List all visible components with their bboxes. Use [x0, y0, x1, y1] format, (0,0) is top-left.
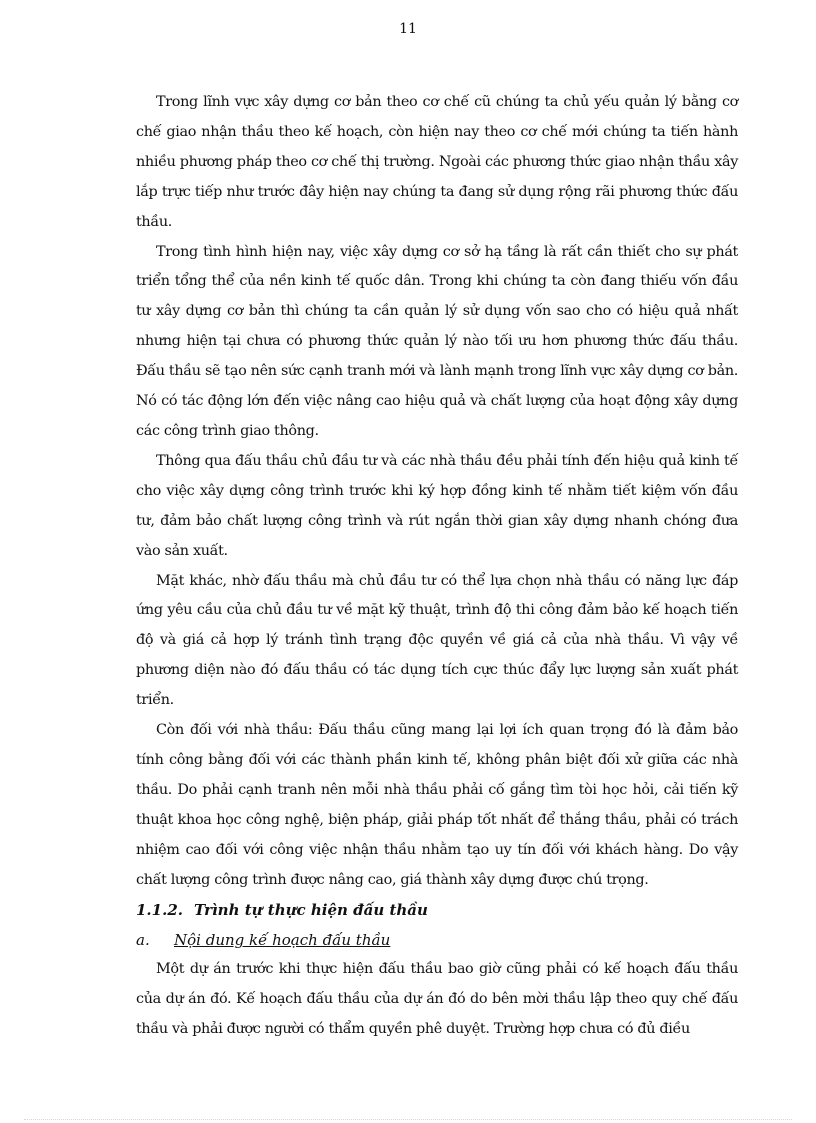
- subsection-letter: a.: [136, 931, 150, 950]
- paragraph-5: Còn đối với nhà thầu: Đấu thầu cũng mang lại lợi ích quan trọng đó là đảm bảo tính công bằng đối với các thành phần kinh tế, không phân biệt đối xử giữa các nhà thầu. Do phải cạnh tranh nên mỗi nhà thầu phải cố gắng tìm tòi học hỏi, cải tiến kỹ thuật khoa học công nghệ, biện pháp, giải pháp tốt nhất để thắng thầu, phải có trách nhiệm cao đối với công việc nhận thầu nhằm tạo uy tín đối với khách hàng. Do vậy chất lượng công trình được nâng cao, giá thành xây dựng được chú trọng.: [136, 722, 738, 888]
- subsection-title: Nội dung kế hoạch đấu thầu: [174, 931, 391, 950]
- section-title: Trình tự thực hiện đấu thầu: [194, 901, 428, 920]
- section-number: 1.1.2.: [136, 901, 183, 920]
- paragraph-1: Trong lĩnh vực xây dựng cơ bản theo cơ chế cũ chúng ta chủ yếu quản lý bằng cơ chế giao nhận thầu theo kế hoạch, còn hiện nay theo cơ chế mới chúng ta tiến hành nhiều phương pháp theo cơ chế thị trường. Ngoài các phương thức giao nhận thầu xây lắp trực tiếp như trước đây hiện nay chúng ta đang sử dụng rộng rãi phương thức đấu thầu.: [136, 94, 738, 230]
- paragraph-3: Thông qua đấu thầu chủ đầu tư và các nhà thầu đều phải tính đến hiệu quả kinh tế cho việc xây dựng công trình trước khi ký hợp đồng kinh tế nhằm tiết kiệm vốn đầu tư, đảm bảo chất lượng công trình và rút ngắn thời gian xây dựng nhanh chóng đưa vào sản xuất.: [136, 452, 738, 559]
- subsection-heading: [136, 925, 738, 955]
- page-number: 11: [399, 21, 417, 37]
- document-body: [136, 88, 738, 1045]
- paragraph-4: Mặt khác, nhờ đấu thầu mà chủ đầu tư có thể lựa chọn nhà thầu có năng lực đáp ứng yêu cầu của chủ đầu tư về mặt kỹ thuật, trình độ thi công đảm bảo kế hoạch tiến độ và giá cả hợp lý tránh tình trạng độc quyền về giá cả của nhà thầu. Vì vậy về phương diện nào đó đấu thầu có tác dụng tích cực thúc đẩy lực lượng sản xuất phát triển.: [136, 572, 738, 709]
- footer-divider: [24, 1119, 792, 1120]
- paragraph-2: Trong tình hình hiện nay, việc xây dựng cơ sở hạ tầng là rất cần thiết cho sự phát triển tổng thể của nền kinh tế quốc dân. Trong khi chúng ta còn đang thiếu vốn đầu tư xây dựng cơ bản thì chúng ta cần quản lý sử dụng vốn sao cho có hiệu quả nhất nhưng hiện tại chưa có phương thức quản lý nào tối ưu hơn phương thức đấu thầu. Đấu thầu sẽ tạo nên sức cạnh tranh mới và lành mạnh trong lĩnh vực xây dựng cơ bản. Nó có tác động lớn đến việc nâng cao hiệu quả và chất lượng của hoạt động xây dựng các công trình giao thông.: [136, 243, 738, 439]
- section-heading: [136, 895, 738, 925]
- paragraph-6: Một dự án trước khi thực hiện đấu thầu bao giờ cũng phải có kế hoạch đấu thầu của dự án đó. Kế hoạch đấu thầu của dự án đó do bên mời thầu lập theo quy chế đấu thầu và phải được người có thẩm quyền phê duyệt. Trường hợp chưa có đủ điều: [136, 961, 738, 1038]
